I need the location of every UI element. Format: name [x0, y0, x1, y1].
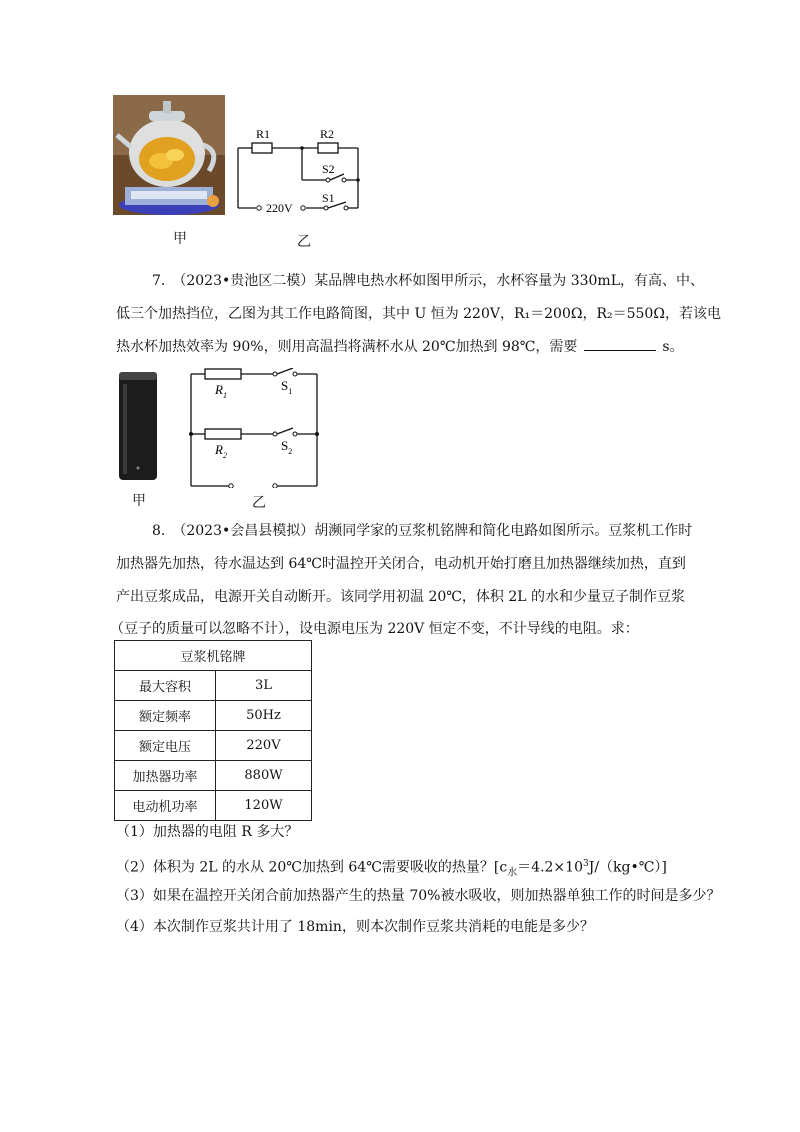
- table-cell-key: 加热器功率: [115, 761, 216, 791]
- top-circuit-caption: 乙: [297, 234, 311, 250]
- nameplate-table: [114, 640, 312, 821]
- table-cell-value: 3L: [216, 671, 312, 701]
- q7-s2-label: S: [281, 438, 289, 453]
- q7-answer-blank[interactable]: [584, 336, 656, 351]
- table-cell-value: 880W: [216, 761, 312, 791]
- svg-text:S2: [281, 438, 292, 456]
- q8-line-1: 8. （2023•会昌县模拟）胡濒同学家的豆浆机铭牌和简化电路如图所示。豆浆机工作时: [152, 523, 693, 539]
- top-photo-caption: 甲: [173, 231, 187, 247]
- svg-text:R2: [214, 442, 227, 460]
- table-cell-key: 最大容积: [115, 671, 216, 701]
- q7-s1-sub: 1: [288, 387, 293, 396]
- table-cell-value: 220V: [216, 731, 312, 761]
- water-cup-photo: [117, 370, 159, 482]
- q7-circuit-diagram: [185, 368, 325, 488]
- table-row: [115, 761, 312, 791]
- q7-r1-label: R: [215, 382, 223, 397]
- table-row: [115, 671, 312, 701]
- teapot-photo: [113, 95, 225, 215]
- q8-line-4: （豆子的质量可以忽略不计），设电源电压为 220V 恒定不变，不计导线的电阻。求：: [110, 621, 639, 637]
- q7-r1-sub: 1: [222, 391, 227, 400]
- q8-line-2: 加热器先加热，待水温达到 64℃时温控开关闭合，电动机开始打磨且加热器继续加热，直到: [116, 556, 686, 572]
- q8-sub-2-unit: J/（kg•℃）]: [588, 859, 667, 876]
- table-row: [115, 701, 312, 731]
- svg-text:S1: [281, 378, 292, 396]
- q7-s1-label: S: [281, 378, 289, 393]
- table-row: [115, 731, 312, 761]
- top-s1-label: S1: [322, 191, 335, 205]
- q8-sub-2-text: （2）体积为 2L 的水从 20℃加热到 64℃需要吸收的热量？[c: [116, 859, 508, 876]
- q7-line-3-text: 热水杯加热效率为 90%，则用高温挡将满杯水从 20℃加热到 98℃，需要: [116, 339, 578, 355]
- q7-r2-sub: 2: [222, 451, 227, 460]
- q8-sub-1: （1）加热器的电阻 R 多大？: [116, 824, 299, 840]
- q8-line-3: 产出豆浆成品，电源开关自动断开。该同学用初温 20℃，体积 2L 的水和少量豆子制作豆浆: [116, 589, 686, 605]
- q8-sub-2-exp: 3: [582, 859, 589, 869]
- table-cell-key: 额定频率: [115, 701, 216, 731]
- table-row: [115, 791, 312, 821]
- q7-line-1: 7. （2023•贵池区二模）某品牌电热水杯如图甲所示，水杯容量为 330mL，有高、中、: [152, 273, 704, 289]
- top-circuit-diagram: [230, 118, 370, 218]
- q8-sub-2-water: 水: [507, 867, 518, 879]
- table-cell-key: 电动机功率: [115, 791, 216, 821]
- q7-photo-caption: 甲: [132, 493, 146, 509]
- q7-line-3: [116, 336, 716, 358]
- q8-sub-3: （3）如果在温控开关闭合前加热器产生的热量 70%被水吸收，则加热器单独工作的时间是多少？: [116, 888, 721, 904]
- top-voltage-label: 220V: [266, 201, 293, 215]
- nameplate-title: 豆浆机铭牌: [115, 641, 312, 671]
- top-r2-label: R2: [320, 127, 335, 141]
- table-cell-value: 120W: [216, 791, 312, 821]
- q8-sub-2: [116, 853, 716, 884]
- svg-text:R1: [214, 382, 227, 400]
- q7-line-3-unit: s。: [662, 339, 684, 355]
- q8-sub-4: （4）本次制作豆浆共计用了 18min，则本次制作豆浆共消耗的电能是多少？: [116, 919, 594, 935]
- q7-line-2: 低三个加热挡位，乙图为其工作电路简图，其中 U 恒为 220V，R₁＝200Ω，R₂＝550Ω，若该电: [116, 306, 721, 322]
- table-cell-value: 50Hz: [216, 701, 312, 731]
- q7-s2-sub: 2: [288, 447, 293, 456]
- q8-sub-2-value: ＝4.2×10: [517, 859, 583, 876]
- q7-r2-label: R: [215, 442, 223, 457]
- top-s2-label: S2: [322, 162, 335, 176]
- table-cell-key: 额定电压: [115, 731, 216, 761]
- q7-circuit-caption: 乙: [252, 495, 266, 511]
- top-r1-label: R1: [256, 127, 271, 141]
